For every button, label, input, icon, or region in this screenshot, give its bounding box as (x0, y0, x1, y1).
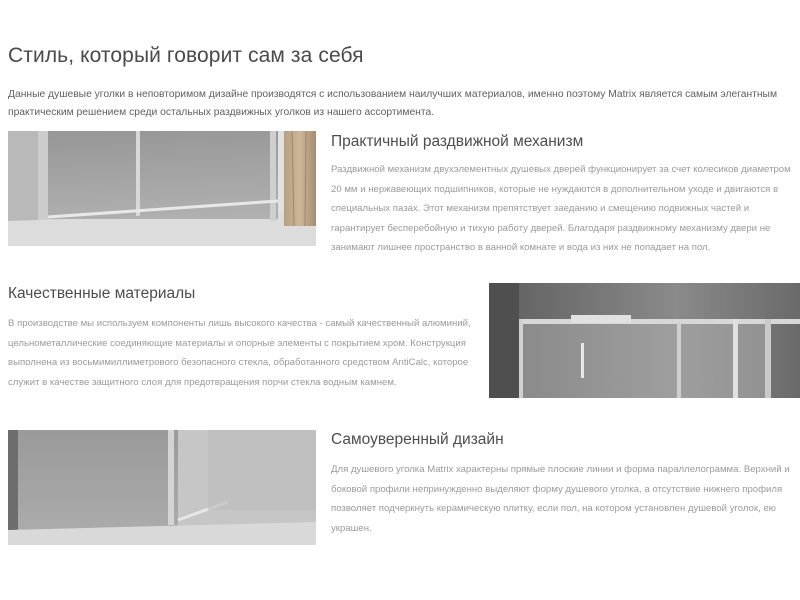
intro-text: Данные душевые уголки в неповторимом дизайне производятся с использованием наилучших материалов, именно поэтому Matrix является самым элегантным практическим решением среди остальных раздвижных уголков из нашего ассортимента. (8, 89, 778, 118)
section-text-mechanism: Раздвижной механизм двухэлементных душевых дверей функционирует за счет колесиков диаметром 20 мм и нержавеющих подшипников, которые не нуждаются в дополнительном уходе и двигаются в специальных пазах. Этот механизм препятствует заеданию и смещению подвижных частей и гарантирует бесперебойную и тихую работу дверей. Благодаря раздвижному механизму двери не занимают лишнее пространство в ванной комнате и вода из них не попадает на пол. (331, 164, 791, 253)
section-title-design: Самоуверенный дизайн (331, 431, 504, 448)
section-title-materials: Качественные материалы (8, 285, 196, 302)
section-title-mechanism: Практичный раздвижной механизм (331, 133, 584, 150)
section-text-materials: В производстве мы используем компоненты лишь высокого качества - самый качественный алюминий, цельнометаллические соединяющие материалы и опорные элементы с покрытием хром. Конструкция выполнена из восьмимиллиметрового безопасного стекла, обработанного средством AntiCalc, которое служит в качестве защитного слоя для предотвращения порчи стекла водным камнем. (8, 318, 471, 388)
materials-photo (489, 283, 800, 398)
sliding-mechanism-photo (8, 131, 316, 246)
page-title: Стиль, который говорит сам за себя (8, 44, 364, 67)
section-text-design: Для душевого уголка Matrix характерны прямые плоские линии и форма параллелограмма. Верхний и боковой профили непринужденно выделяют форму душевого уголка, а отсутствие нижнего профиля позволяет подчеркнуть керамическую плитку, если пол, на котором установлен душевой уголок, ею украшен. (331, 464, 790, 534)
design-photo (8, 430, 316, 545)
